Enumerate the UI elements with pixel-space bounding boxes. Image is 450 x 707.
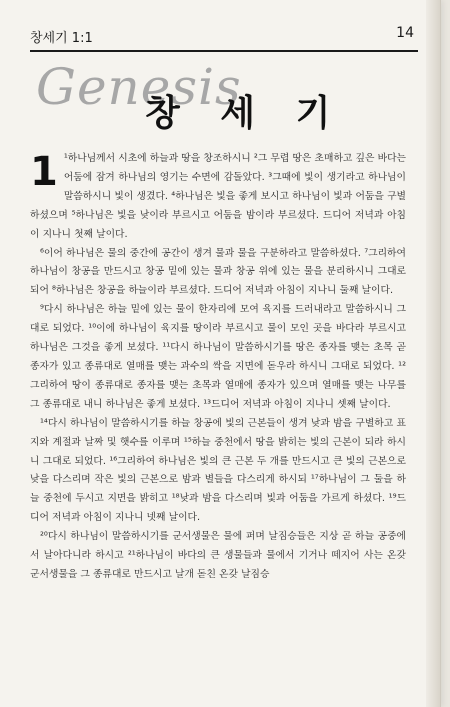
paragraph-4: ¹⁴다시 하나님이 말씀하시기를 하늘 창공에 빛의 근본들이 생겨 낮과 밤을 구별하고 표지와 계절과 날짜 및 햇수를 이루며 ¹⁵하늘 중천에서 땅을 밝히는 빛의 근본이 되라 하시니 그대로 되었다. ¹⁶그리하여 하나님은 빛의 큰 근본 두 개를 만드시고 큰 빛의 근본으로 낮을 다스리며 작은 빛의 근본으로 밤과 별들을 다스리게 하시되 ¹⁷하나님이 그 둘을 하늘 중천에 두시고 지면을 밝히고 ¹⁸낮과 밤을 다스리며 빛과 어둠을 가르게 하셨다. ¹⁹드디어 저녁과 아침이 지나니 넷째 날이다. (30, 417, 406, 524)
running-head (30, 27, 414, 49)
paragraph-1 (30, 150, 406, 245)
running-head-reference: 창세기 1:1 (30, 31, 93, 46)
chapter-number-dropcap: 1 (30, 149, 58, 195)
paragraph-5: ²⁰다시 하나님이 말씀하시기를 군서생물은 물에 퍼며 날짐승들은 지상 곧 하늘 공중에서 날아다니라 하시고 ²¹하나님이 바다의 큰 생물들과 물에서 기거나 떼지어 사는 온갖 군서생물을 그 종류대로 만드시고 날개 돋친 온갖 날짐승 (30, 531, 406, 580)
paragraph-1-text: ¹하나님께서 시초에 하늘과 땅을 창조하시니 ²그 무렵 땅은 초매하고 깊은 바다는 어둠에 잠겨 하나님의 영기는 수면에 감돌았다. ³그때에 빛이 생기라고 하나님이 말씀하시니 빛이 생겼다. ⁴하나님은 빛을 좋게 보시고 하나님이 빛과 어둠을 구별하셨으며 ⁵하나님은 빛을 낮이라 부르시고 어둠을 밤이라 부르셨다. 드디어 저녁과 아침이 지나니 첫째 날이다. (30, 153, 406, 240)
book-title-latin: Genesis (36, 58, 242, 116)
paragraph-3: ⁹다시 하나님은 하늘 밑에 있는 물이 한자리에 모여 육지를 드러내라고 말씀하시니 그대로 되었다. ¹⁰이에 하나님이 육지를 땅이라 부르시고 물이 모인 곳을 바다라 부르시고 하나님은 그것을 좋게 보셨다. ¹¹다시 하나님이 말씀하시기를 땅은 종자를 맺는 초목 곧 종자가 있고 종류대로 열매를 맺는 과수의 싹을 지면에 돋우라 하시니 그대로 되었다. ¹²그리하여 땅이 종류대로 종자를 맺는 초목과 열매에 종자가 있으며 열매를 맺는 나무를 그 종류대로 내니 하나님은 좋게 보셨다. ¹³드디어 저녁과 아침이 지나니 셋째 날이다. (30, 304, 406, 410)
page-spine-shadow (426, 0, 440, 707)
chapter-body (30, 150, 406, 585)
header-rule (30, 50, 418, 52)
paragraph-2: ⁶이어 하나님은 물의 중간에 공간이 생겨 물과 물을 구분하라고 말씀하셨다. ⁷그리하여 하나님이 창공을 만드시고 창공 밑에 있는 물과 창공 위에 있는 물을 분리하시니 그대로 되어 ⁸하나님은 창공을 하늘이라 부르셨다. 드디어 저녁과 아침이 지나니 둘째 날이다. (30, 247, 406, 297)
book-title-korean: 창 세 기 (145, 93, 345, 134)
page-number: 14 (396, 25, 414, 41)
